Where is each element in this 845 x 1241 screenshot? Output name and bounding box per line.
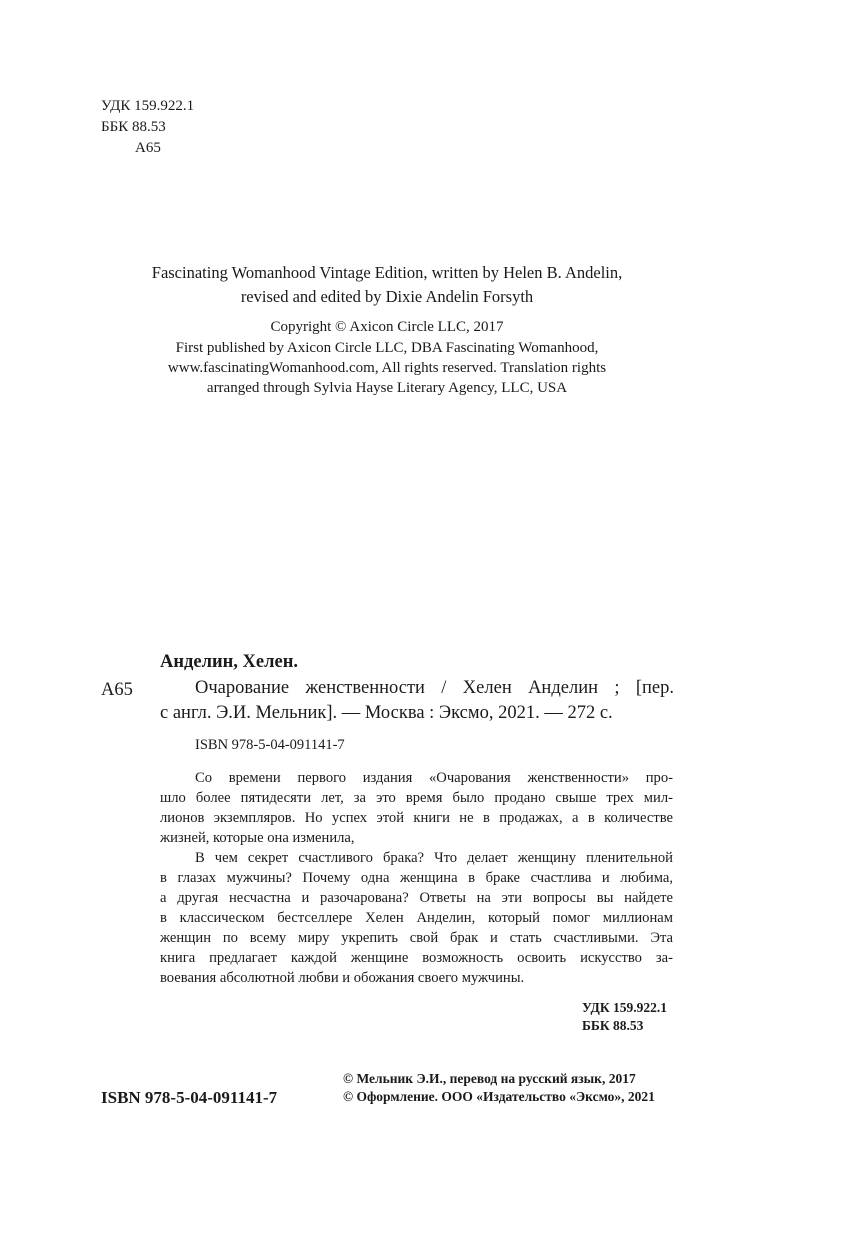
annotation-line: жизней, которые она изменила, <box>160 830 355 846</box>
catalog-margin-mark: А65 <box>101 680 133 700</box>
bbk-code: ББК 88.53 <box>101 119 166 135</box>
copyright-line: Copyright © Axicon Circle LLC, 2017 <box>270 319 504 335</box>
design-copyright: © Оформление. ООО «Издательство «Эксмо», 2021 <box>343 1089 655 1104</box>
annotation-line: шло более пятидесяти лет, за это время было продано свыше трех мил- <box>160 790 673 806</box>
annotation-line: лионов экземпляров. Но успех этой книги не в продажах, а в количестве <box>160 810 673 826</box>
first-published-line: First published by Axicon Circle LLC, DBA Fascinating Womanhood, <box>175 340 599 356</box>
bottom-udk-code: УДК 159.922.1 <box>582 1000 667 1015</box>
catalog-isbn: ISBN 978-5-04-091141-7 <box>195 737 345 753</box>
annotation-line: в глазах мужчины? Почему одна женщина в браке счастлива и любима, <box>160 870 673 886</box>
original-editor-line: revised and edited by Dixie Andelin Forsyth <box>240 287 534 306</box>
catalog-title-line2: с англ. Э.И. Мельник]. — Москва : Эксмо, 2021. — 272 с. <box>160 703 613 723</box>
agency-line: arranged through Sylvia Hayse Literary Agency, LLC, USA <box>206 380 568 396</box>
annotation-line: В чем секрет счастливого брака? Что делает женщину пленительной <box>195 850 673 866</box>
footer-isbn: ISBN 978-5-04-091141-7 <box>101 1088 278 1107</box>
annotation-line: Со времени первого издания «Очарования женственности» про- <box>195 770 673 786</box>
translation-copyright: © Мельник Э.И., перевод на русский язык, 2017 <box>343 1071 636 1086</box>
annotation-line: женщин по всему миру укрепить свой брак и стать счастливыми. Эта <box>160 930 673 946</box>
annotation-paragraph-1 <box>160 768 673 848</box>
catalog-author: Анделин, Хелен. <box>160 652 298 672</box>
udk-code: УДК 159.922.1 <box>101 98 195 114</box>
author-mark: А65 <box>135 140 161 156</box>
original-title-line: Fascinating Womanhood Vintage Edition, written by Helen B. Andelin, <box>151 263 623 282</box>
annotation-line: а другая несчастна и разочарована? Ответы на эти вопросы вы найдете <box>160 890 673 906</box>
annotation-line: воевания абсолютной любви и обожания своего мужчины. <box>160 970 525 986</box>
annotation-line: книга предлагает каждой женщине возможность освоить искусство за- <box>160 950 673 966</box>
annotation-paragraph-2 <box>160 848 673 988</box>
bottom-bbk-code: ББК 88.53 <box>582 1018 644 1033</box>
catalog-title-line1: Очарование женственности / Хелен Анделин ; [пер. <box>195 678 674 698</box>
annotation-line: в классическом бестселлере Хелен Анделин, который помог миллионам <box>160 910 673 926</box>
rights-reserved-line: www.fascinatingWomanhood.com, All rights reserved. Translation rights <box>167 360 607 376</box>
